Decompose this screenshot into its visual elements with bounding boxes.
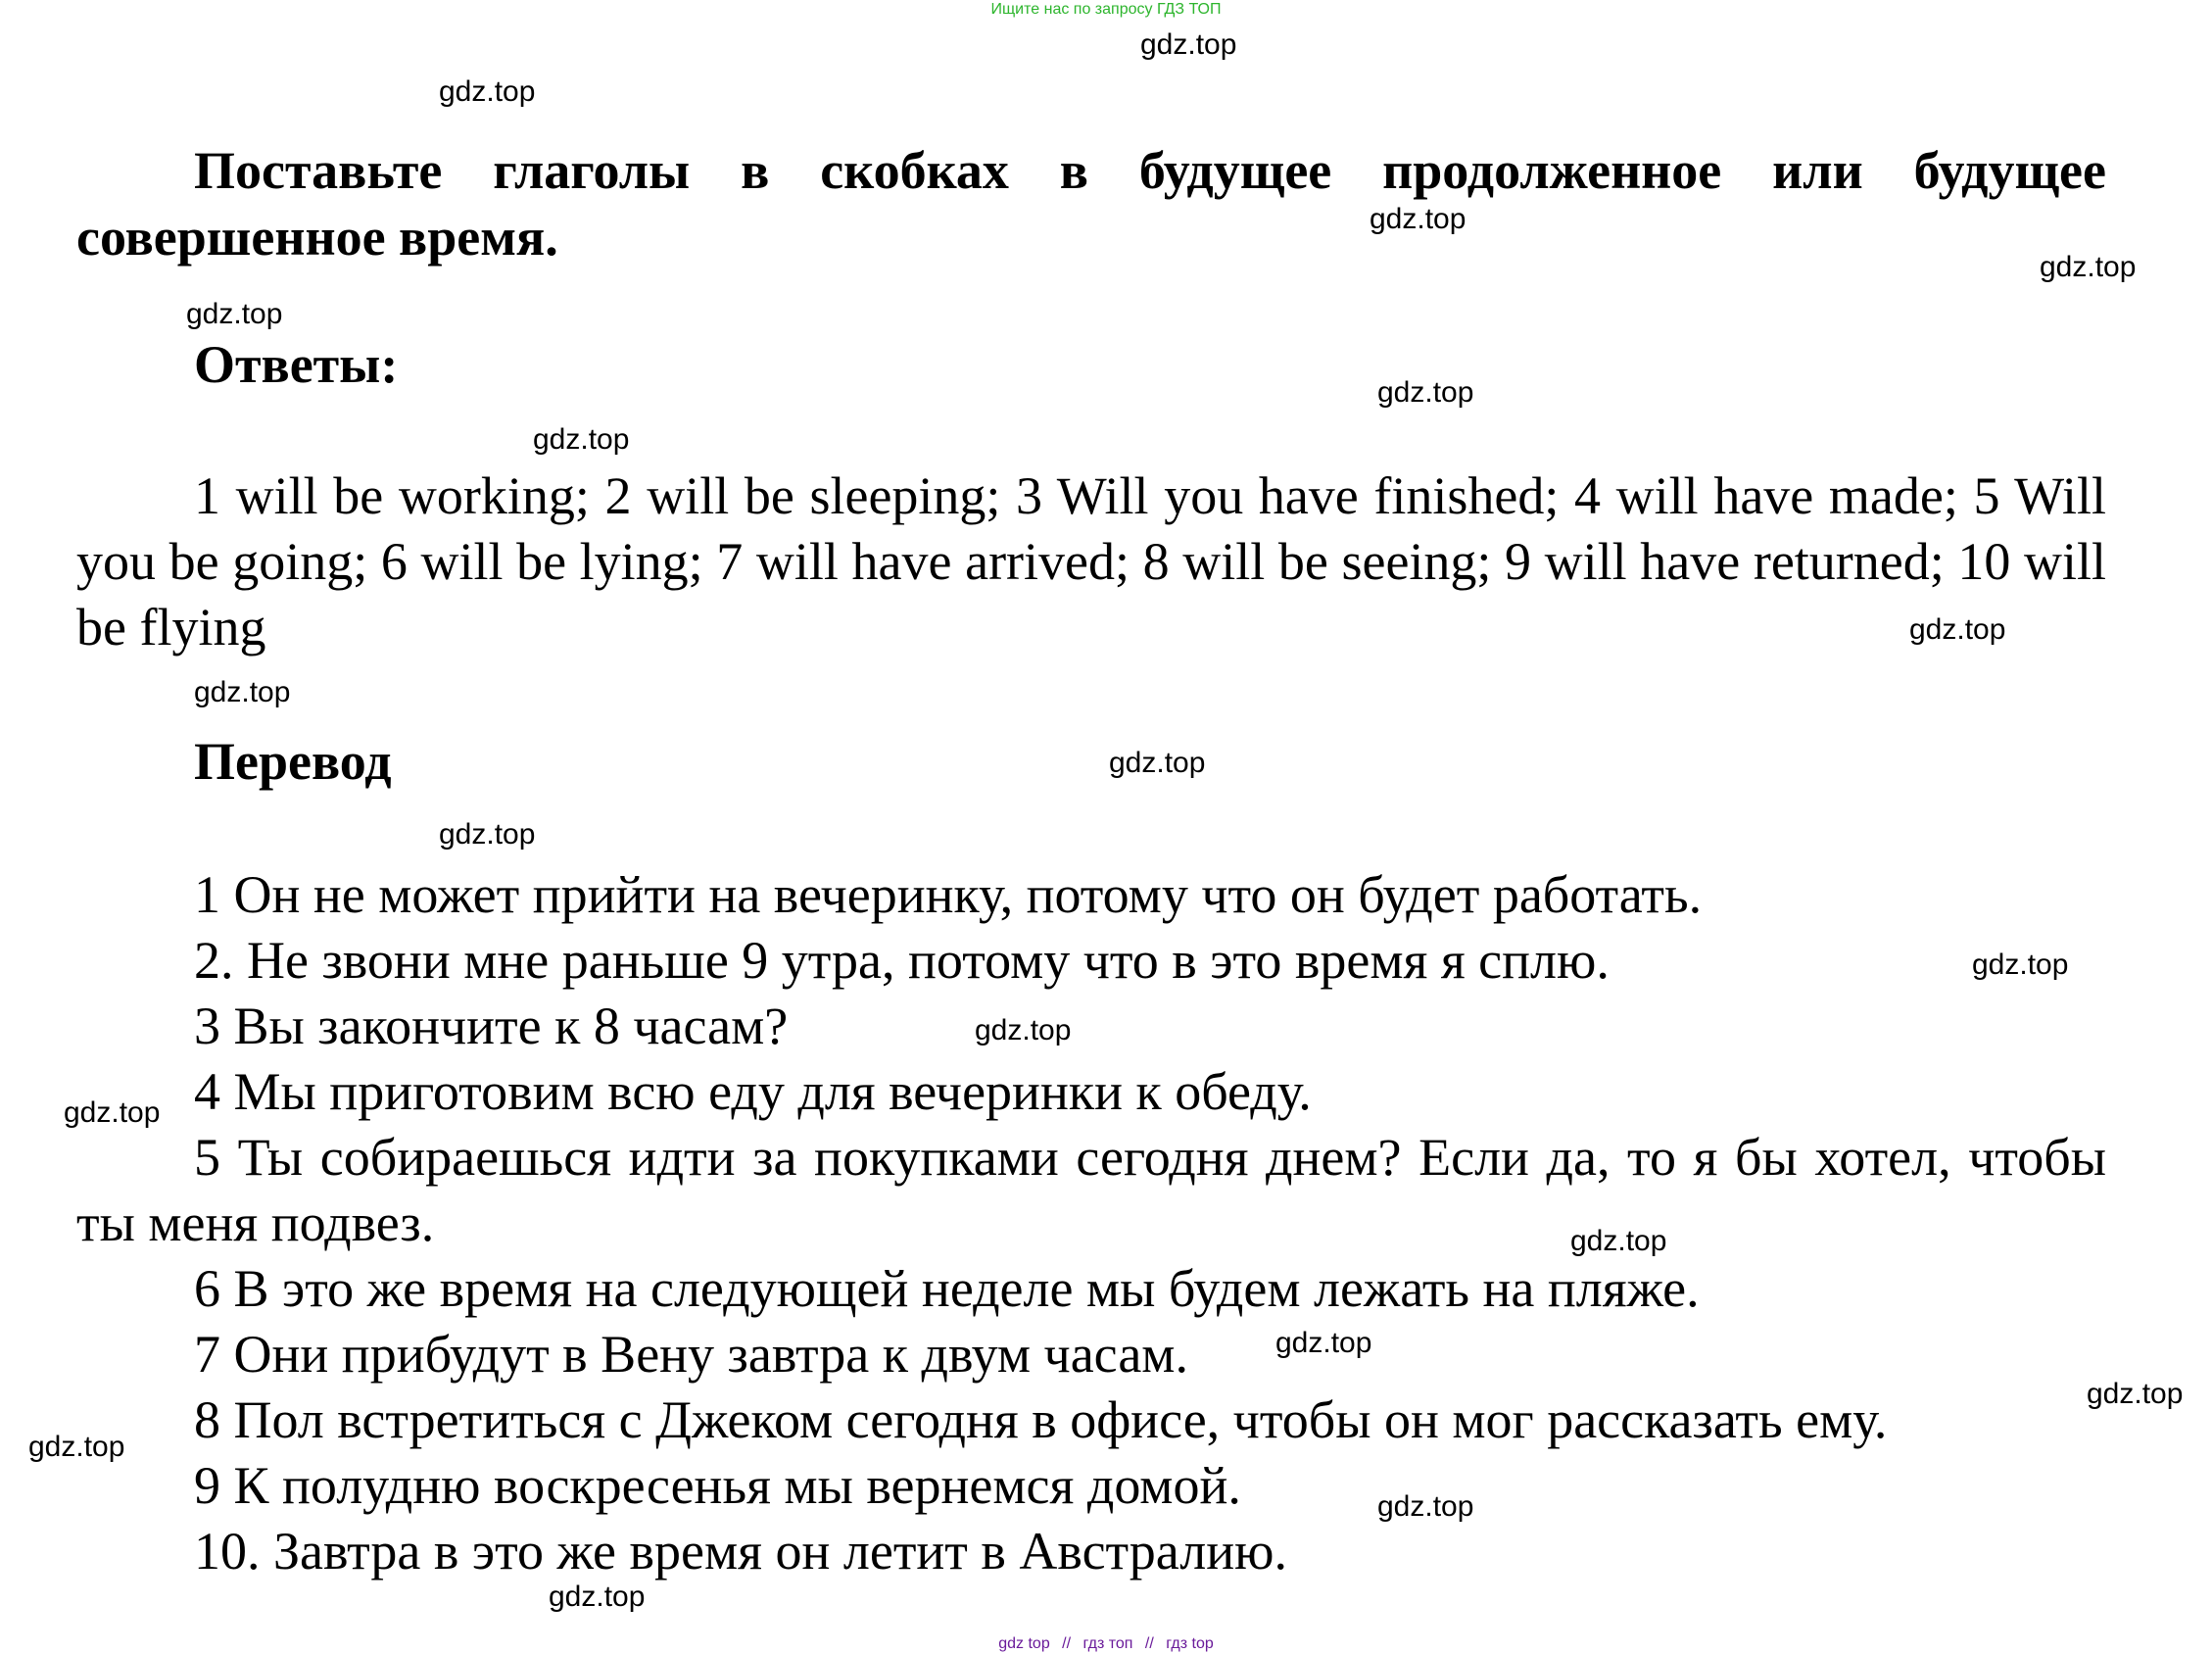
translation-line: 10. Завтра в это же время он летит в Австралию.: [194, 1522, 1287, 1581]
translation-line: 3 Вы закончите к 8 часам?: [194, 997, 789, 1055]
watermark: gdz.top: [1909, 613, 2006, 646]
translation-line: 9 К полудню воскресенья мы вернемся домой.: [194, 1456, 1241, 1515]
watermark: gdz.top: [2087, 1378, 2184, 1410]
top-banner[interactable]: Ищите нас по запросу ГДЗ ТОП: [990, 1, 1222, 18]
answers-text: 1 will be working; 2 will be sleeping; 3 Will you have finished; 4 will have made; 5 Will you be going; 6 will be lying; 7 will have arrived; 8 will be seeing; 9 will have returned; 10 will be flying: [76, 466, 2106, 657]
footer-link[interactable]: гдз top: [1166, 1635, 1214, 1652]
watermark: gdz.top: [64, 1096, 161, 1129]
watermark: gdz.top: [1109, 747, 1206, 779]
footer-separator: //: [1062, 1635, 1072, 1652]
watermark: gdz.top: [533, 423, 630, 456]
watermark: gdz.top: [1972, 949, 2069, 981]
task-instruction: Поставьте глаголы в скобках в будущее продолженное или будущее совершенное время.: [76, 141, 2106, 267]
watermark: gdz.top: [439, 75, 536, 108]
watermark: gdz.top: [28, 1431, 125, 1463]
watermark: gdz.top: [975, 1014, 1072, 1046]
footer-links: [0, 1634, 2212, 1654]
watermark: gdz.top: [2040, 251, 2137, 283]
translation-line: 4 Мы приготовим всю еду для вечеринки к обеду.: [194, 1062, 1312, 1121]
watermark: gdz.top: [1377, 376, 1474, 409]
footer-link[interactable]: гдз топ: [1082, 1635, 1133, 1652]
watermark: gdz.top: [1570, 1225, 1667, 1257]
answers-heading: Ответы:: [194, 335, 399, 394]
watermark: gdz.top: [549, 1581, 646, 1613]
watermark: gdz.top: [194, 676, 291, 708]
footer-separator: //: [1144, 1635, 1154, 1652]
translation-line: 5 Ты собираешься идти за покупками сегодня днем? Если да, то я бы хотел, чтобы ты меня подвез.: [76, 1128, 2106, 1252]
translation-line: 8 Пол встретиться с Джеком сегодня в офисе, чтобы он мог рассказать ему.: [194, 1390, 1888, 1449]
translation-heading: Перевод: [194, 732, 392, 791]
watermark: gdz.top: [1370, 203, 1467, 235]
watermark: gdz.top: [1275, 1327, 1372, 1359]
translation-line: 1 Он не может прийти на вечеринку, потому что он будет работать.: [194, 865, 1703, 924]
translation-line: 7 Они прибудут в Вену завтра к двум часам.: [194, 1325, 1188, 1384]
watermark: gdz.top: [186, 298, 283, 330]
translation-list: [76, 862, 2106, 1584]
watermark: gdz.top: [1377, 1490, 1474, 1523]
translation-line: 6 В это же время на следующей неделе мы будем лежать на пляже.: [194, 1259, 1700, 1318]
watermark: gdz.top: [439, 818, 536, 851]
translation-line: 2. Не звони мне раньше 9 утра, потому что в это время я сплю.: [194, 931, 1610, 990]
watermark: gdz.top: [1140, 28, 1237, 61]
footer-link[interactable]: gdz top: [998, 1635, 1050, 1652]
